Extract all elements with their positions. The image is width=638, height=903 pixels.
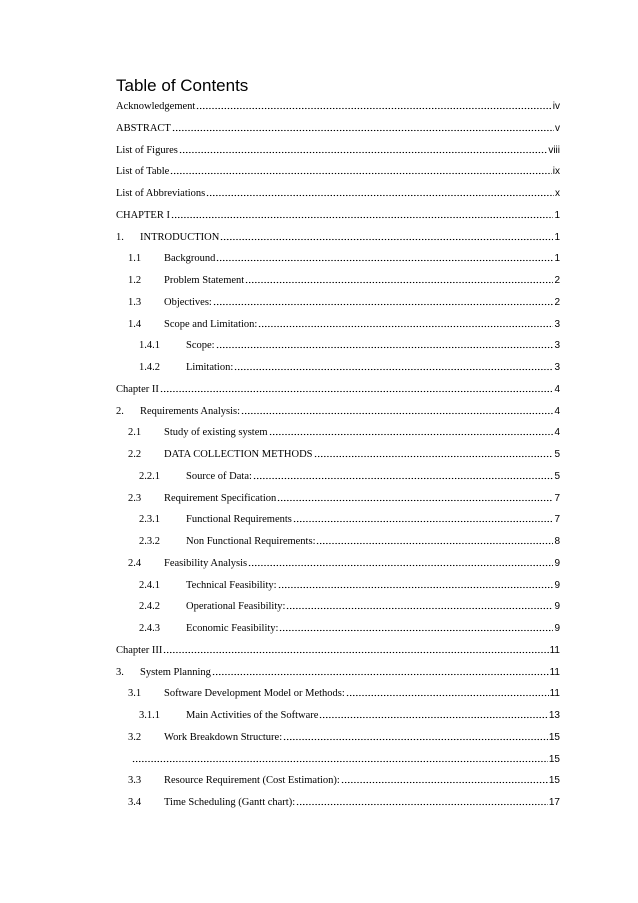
- toc-page-number: 5: [554, 449, 560, 460]
- toc-dot-leader: [234, 368, 553, 371]
- toc-entry[interactable]: [139, 338, 560, 352]
- toc-entry[interactable]: [139, 578, 560, 592]
- toc-entry-number: 3.1: [128, 688, 142, 700]
- toc-page-number: 15: [548, 731, 560, 743]
- toc-entry[interactable]: [128, 447, 560, 461]
- toc-entry-label: INTRODUCTION: [140, 231, 220, 243]
- toc-page-number: iv: [552, 101, 560, 112]
- toc-entry-label: Functional Requirements: [186, 514, 292, 526]
- toc-entry-label: Objectives:: [164, 296, 212, 308]
- toc-entry-number: 2.: [116, 405, 124, 417]
- toc-dot-leader: [258, 325, 553, 328]
- toc-entry-number: 1.4.2: [139, 362, 160, 373]
- toc-entry[interactable]: [116, 382, 560, 396]
- toc-entry-label: Limitation:: [186, 362, 234, 373]
- toc-page-number: 15: [548, 775, 560, 787]
- toc-page-number: 13: [548, 710, 560, 721]
- toc-entry-label: Time Scheduling (Gantt chart):: [164, 797, 296, 808]
- toc-entry-label: Requirement Specification: [164, 492, 277, 504]
- toc-entry-label: System Planning: [140, 666, 211, 678]
- toc-entry-label: Work Breakdown Structure:: [164, 731, 283, 743]
- toc-page-number: 17: [548, 797, 560, 808]
- toc-entry[interactable]: [116, 665, 560, 679]
- toc-entry[interactable]: [139, 469, 560, 483]
- toc-entry-number: 1.1: [128, 253, 142, 265]
- toc-page-number: 9: [554, 579, 560, 591]
- toc-entry-label: Scope:: [186, 340, 215, 352]
- toc-dot-leader: [132, 760, 548, 763]
- toc-dot-leader: [206, 194, 554, 197]
- toc-dot-leader: [212, 673, 549, 676]
- toc-entry[interactable]: [116, 99, 560, 113]
- toc-entry[interactable]: [139, 708, 560, 722]
- toc-entry-number: 2.4.3: [139, 623, 160, 634]
- toc-entry-number: 1.: [116, 231, 124, 243]
- toc-entry[interactable]: [139, 534, 560, 548]
- toc-entry-label: List of Figures: [116, 144, 178, 156]
- toc-entry-label: Main Activities of the Software: [186, 710, 319, 721]
- toc-entry-label: Operational Feasibility:: [186, 601, 286, 613]
- toc-page-number: 15: [548, 753, 560, 765]
- toc-entry[interactable]: [116, 164, 560, 178]
- toc-dot-leader: [293, 520, 554, 523]
- toc-entry-label: Background: [164, 253, 216, 265]
- toc-entry-number: 1.4.1: [139, 340, 160, 352]
- toc-entry[interactable]: [128, 273, 560, 287]
- toc-entry-label: CHAPTER I: [116, 209, 170, 221]
- toc-page-number: 3: [554, 318, 560, 330]
- toc-title: Table of Contents: [116, 76, 249, 95]
- toc-entry[interactable]: [116, 404, 560, 418]
- toc-entry-number: 2.1: [128, 427, 142, 439]
- toc-entry-number: 1.3: [128, 296, 142, 308]
- toc-entry-number: 2.4.1: [139, 579, 160, 591]
- toc-dot-leader: [216, 259, 553, 262]
- toc-dot-leader: [279, 629, 553, 632]
- toc-dot-leader: [248, 564, 553, 567]
- toc-entry-number: 1.2: [128, 275, 142, 286]
- toc-page-number: 11: [549, 644, 560, 656]
- toc-entry-label: List of Table: [116, 166, 170, 178]
- toc-entry-label: Source of Data:: [186, 470, 252, 482]
- toc-dot-leader: [346, 694, 549, 697]
- toc-entry[interactable]: [116, 230, 560, 244]
- toc-dot-leader: [286, 607, 553, 610]
- toc-entry[interactable]: [139, 512, 560, 526]
- toc-page-number: 11: [549, 688, 560, 700]
- toc-entry-label: Software Development Model or Methods:: [164, 688, 345, 700]
- toc-page-number: 4: [554, 405, 560, 417]
- toc-dot-leader: [245, 281, 553, 284]
- toc-dot-leader: [163, 651, 548, 654]
- toc-entry[interactable]: [116, 121, 560, 135]
- toc-page-number: ix: [552, 166, 560, 178]
- toc-entry-label: Acknowledgement: [116, 101, 196, 112]
- toc-entry[interactable]: [128, 556, 560, 570]
- toc-page-number: 2: [554, 275, 560, 286]
- toc-dot-leader: [269, 433, 554, 436]
- toc-entry-number: 3.1.1: [139, 710, 160, 721]
- toc-dot-leader: [213, 303, 554, 306]
- toc-entry[interactable]: [139, 360, 560, 374]
- toc-entry-number: 1.4: [128, 318, 142, 330]
- toc-page-number: 3: [554, 362, 560, 373]
- toc-entry[interactable]: [128, 317, 560, 331]
- toc-entry-label: Problem Statement: [164, 275, 245, 286]
- toc-entry-label: Chapter III: [116, 644, 163, 656]
- toc-entry[interactable]: [139, 599, 560, 613]
- toc-entry-number: 3.2: [128, 731, 142, 743]
- toc-entry[interactable]: [128, 773, 560, 787]
- toc-dot-leader: [314, 455, 554, 458]
- toc-dot-leader: [253, 477, 554, 480]
- toc-entry-label: Non Functional Requirements:: [186, 536, 316, 547]
- toc-entry-number: 2.2: [128, 449, 142, 460]
- toc-page-number: 9: [554, 601, 560, 613]
- toc-entry-number: 2.3: [128, 492, 142, 504]
- toc-page-number: 11: [549, 666, 560, 678]
- toc-entry[interactable]: [128, 730, 560, 744]
- toc-entry-label: List of Abbreviations: [116, 188, 206, 199]
- toc-entry-label: Economic Feasibility:: [186, 623, 279, 634]
- toc-dot-leader: [319, 716, 547, 719]
- toc-entry[interactable]: [116, 143, 560, 157]
- toc-dot-leader: [341, 781, 548, 784]
- toc-entry-number: 3.: [116, 666, 124, 678]
- toc-entry-number: 3.3: [128, 775, 142, 787]
- toc-entry-label: Study of existing system: [164, 427, 268, 439]
- toc-entry[interactable]: [128, 295, 560, 309]
- toc-entry[interactable]: [116, 208, 560, 222]
- toc-page-number: 4: [554, 383, 560, 395]
- toc-entry-label: Feasibility Analysis: [164, 557, 248, 569]
- toc-dot-leader: [179, 151, 547, 154]
- toc-page-number: 3: [554, 340, 560, 352]
- toc-dot-leader: [296, 803, 548, 806]
- toc-dot-leader: [283, 738, 548, 741]
- toc-page-number: 8: [554, 536, 560, 547]
- toc-page-number: viii: [548, 144, 560, 156]
- toc-page-number: v: [555, 122, 560, 134]
- toc-entry[interactable]: [128, 795, 560, 809]
- toc-entry[interactable]: [128, 491, 560, 505]
- toc-page-number: 1: [554, 209, 560, 221]
- toc-dot-leader: [220, 238, 553, 241]
- toc-page-number: 2: [554, 296, 560, 308]
- toc-entry[interactable]: [128, 251, 560, 265]
- toc-page-number: x: [555, 188, 560, 199]
- toc-page-number: 5: [554, 470, 560, 482]
- toc-entry-number: 2.4: [128, 557, 142, 569]
- toc-entry-label: DATA COLLECTION METHODS: [164, 449, 313, 460]
- toc-entry-number: 2.2.1: [139, 470, 160, 482]
- toc-page-number: 9: [554, 557, 560, 569]
- toc-dot-leader: [172, 129, 554, 132]
- toc-dot-leader: [278, 586, 554, 589]
- toc-dot-leader: [171, 216, 553, 219]
- toc-dot-leader: [241, 412, 553, 415]
- toc-dot-leader: [160, 390, 554, 393]
- toc-page-number: 7: [554, 514, 560, 526]
- toc-entry[interactable]: [128, 425, 560, 439]
- toc-dot-leader: [277, 499, 553, 502]
- toc-entry[interactable]: [116, 186, 560, 200]
- toc-entry-number: 2.3.2: [139, 536, 160, 547]
- toc-entry-label: ABSTRACT: [116, 122, 171, 134]
- toc-entry[interactable]: [116, 643, 560, 657]
- toc-dot-leader: [196, 107, 551, 110]
- toc-page-number: 1: [554, 231, 560, 243]
- toc-dot-leader: [170, 172, 551, 175]
- toc-page-number: 9: [554, 623, 560, 634]
- toc-entry-number: 3.4: [128, 797, 142, 808]
- toc-entry-label: Requirements Analysis:: [140, 405, 241, 417]
- toc-entry-label: Scope and Limitation:: [164, 318, 258, 330]
- toc-dot-leader: [216, 346, 554, 349]
- toc-entry-number: 2.4.2: [139, 601, 160, 613]
- toc-dot-leader: [316, 542, 553, 545]
- toc-page-number: 1: [554, 253, 560, 265]
- toc-entry[interactable]: [131, 752, 560, 766]
- toc-entry-label: Resource Requirement (Cost Estimation):: [164, 775, 340, 787]
- toc-entry-number: 2.3.1: [139, 514, 160, 526]
- toc-entry[interactable]: [139, 621, 560, 635]
- toc-entry-label: Chapter II: [116, 383, 159, 395]
- toc-entry-label: Technical Feasibility:: [186, 579, 277, 591]
- toc-entry[interactable]: [128, 686, 560, 700]
- toc-page-number: 4: [554, 427, 560, 439]
- toc-page-number: 7: [554, 492, 560, 504]
